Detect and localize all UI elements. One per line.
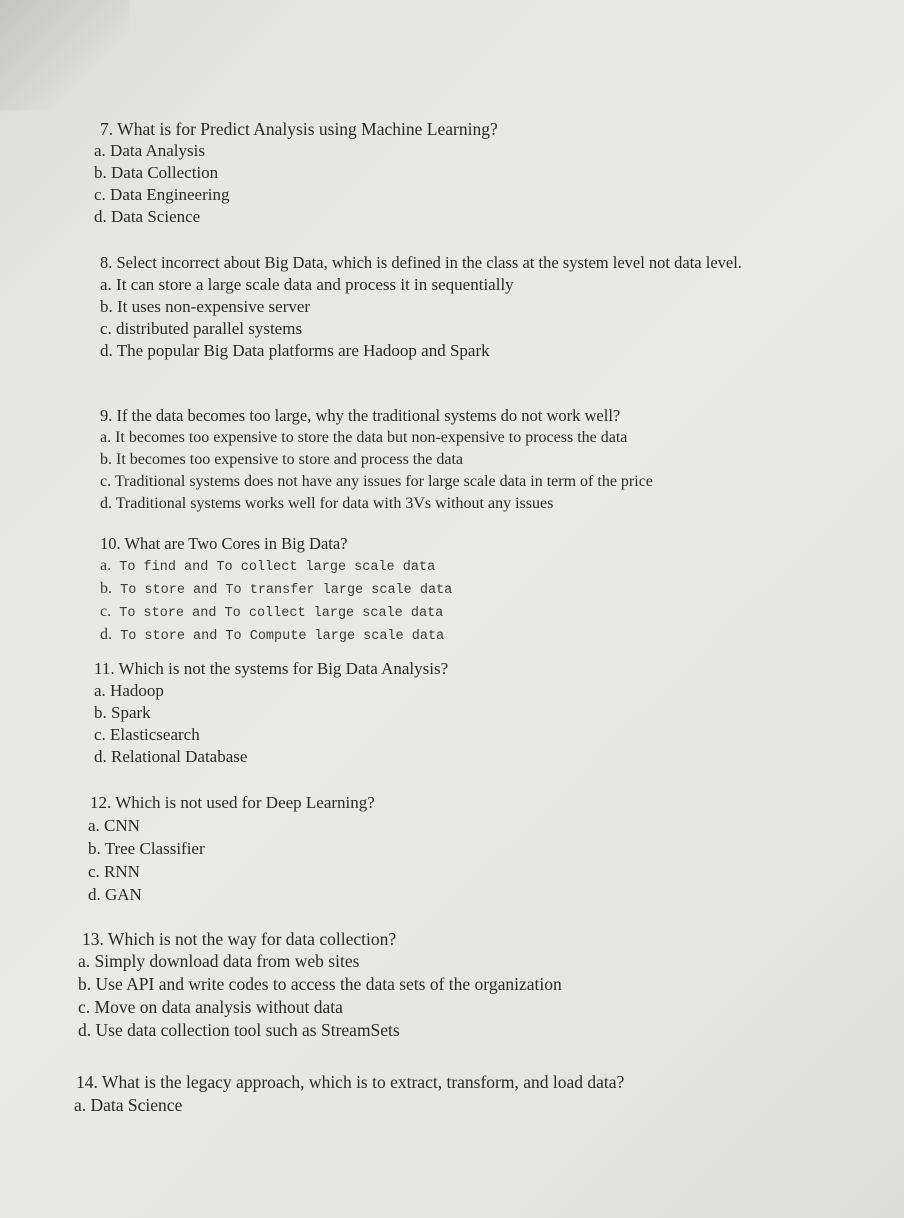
option-d: d. Data Science	[94, 207, 201, 226]
option-c	[100, 601, 452, 624]
option-letter: d.	[100, 626, 112, 643]
question-text: 9. If the data becomes too large, why the traditional systems do not work well?	[100, 406, 621, 425]
page-shadow	[0, 0, 130, 110]
question-text: 11. Which is not the systems for Big Data Analysis?	[94, 659, 449, 678]
option-b: b. It uses non-expensive server	[100, 297, 311, 316]
option-b: b. Tree Classifier	[88, 839, 205, 858]
option-b: b. Spark	[94, 703, 151, 722]
option-c: c. Move on data analysis without data	[78, 997, 343, 1017]
option-a: a. Data Science	[74, 1095, 183, 1115]
option-d: d. The popular Big Data platforms are Hadoop and Spark	[100, 341, 490, 360]
question-text: 8. Select incorrect about Big Data, which is defined in the class at the system level not data level.	[100, 253, 742, 272]
option-d	[100, 624, 452, 647]
option-a	[100, 555, 452, 578]
option-letter: a.	[100, 557, 112, 574]
question-text: 10. What are Two Cores in Big Data?	[100, 534, 348, 553]
question-7	[94, 118, 498, 228]
option-letter: b.	[100, 580, 112, 597]
question-13	[78, 928, 562, 1042]
option-d: d. GAN	[88, 885, 142, 904]
option-a: a. Hadoop	[94, 681, 164, 700]
option-c: c. Elasticsearch	[94, 725, 200, 744]
option-b: b. Use API and write codes to access the data sets of the organization	[78, 974, 562, 994]
option-a: a. CNN	[88, 816, 140, 835]
option-a: a. Data Analysis	[94, 141, 205, 160]
question-8	[100, 252, 742, 362]
option-a: a. It can store a large scale data and process it in sequentially	[100, 275, 514, 294]
question-12	[88, 792, 375, 906]
question-10	[100, 533, 452, 647]
question-11	[94, 658, 448, 768]
option-a: a. It becomes too expensive to store the data but non-expensive to process the data	[100, 429, 628, 446]
option-b	[100, 578, 452, 601]
question-text: 7. What is for Predict Analysis using Machine Learning?	[100, 119, 498, 139]
question-text: 12. Which is not used for Deep Learning?	[90, 793, 375, 812]
question-text: 13. Which is not the way for data collection?	[82, 929, 397, 949]
option-b: b. Data Collection	[94, 163, 219, 182]
question-14	[74, 1071, 624, 1117]
option-a: a. Simply download data from web sites	[78, 951, 360, 971]
option-c: c. RNN	[88, 862, 140, 881]
option-label: To store and To collect large scale data	[119, 606, 444, 621]
option-label: To find and To collect large scale data	[119, 560, 436, 575]
option-c: c. Traditional systems does not have any issues for large scale data in term of the price	[100, 473, 653, 490]
option-label: To store and To Compute large scale data	[120, 629, 445, 644]
option-letter: c.	[100, 603, 112, 620]
option-c: c. Data Engineering	[94, 185, 230, 204]
option-d: d. Use data collection tool such as StreamSets	[78, 1020, 400, 1040]
option-label: To store and To transfer large scale data	[120, 583, 453, 598]
option-c: c. distributed parallel systems	[100, 319, 303, 338]
option-d: d. Relational Database	[94, 747, 248, 766]
option-d: d. Traditional systems works well for data with 3Vs without any issues	[100, 495, 554, 512]
option-b: b. It becomes too expensive to store and process the data	[100, 451, 463, 468]
question-9	[100, 405, 653, 515]
question-text: 14. What is the legacy approach, which is to extract, transform, and load data?	[76, 1072, 625, 1092]
